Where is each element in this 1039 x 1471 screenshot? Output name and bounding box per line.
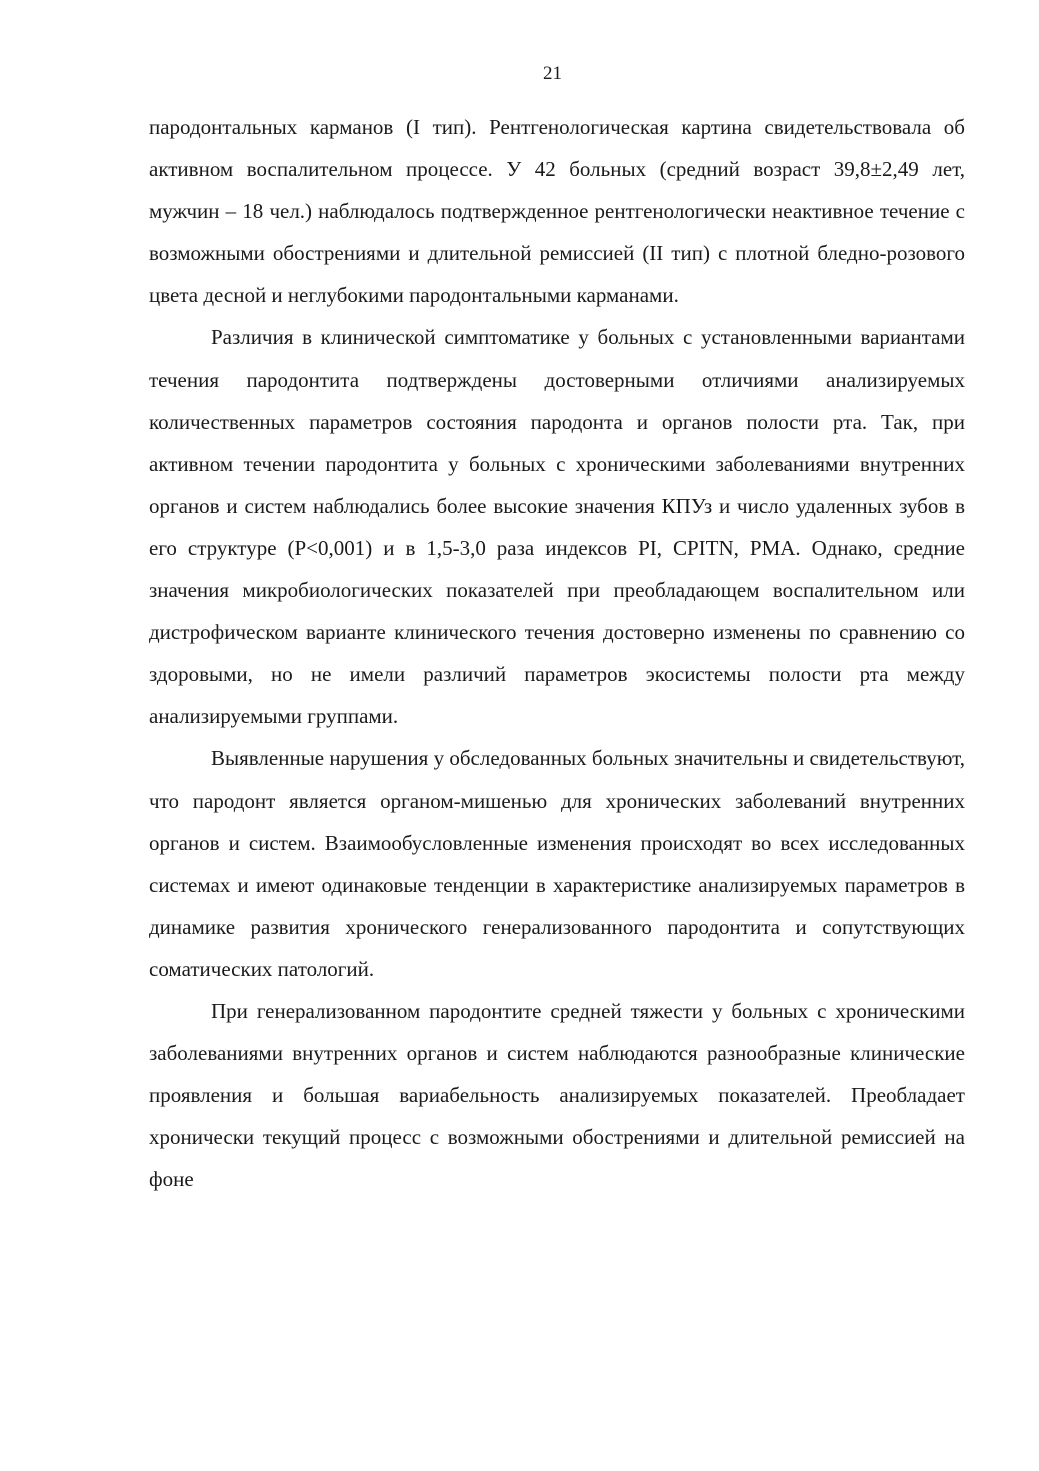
paragraph-clinical-differences: Различия в клинической симптоматике у больных с установленными вариантами течения пародонтита подтверждены достоверными отличиями анализируемых количественных параметров состояния пародонта и органов полости рта. Так, при активном течении пародонтита у больных с хроническими заболеваниями внутренних органов и систем наблюдались более высокие значения КПУз и число удаленных зубов в его структуре (P<0,001) и в 1,5-3,0 раза индексов PI, CPITN, PMA. Однако, средние значения микробиологических показателей при преобладающем воспалительном или дистрофическом варианте клинического течения достоверно изменены по сравнению со здоровыми, но не имели различий параметров экосистемы полости рта между анализируемыми группами.: [149, 325, 965, 729]
paragraph-generalized-periodontitis: При генерализованном пародонтите средней тяжести у больных с хроническими заболеваниями внутренних органов и систем наблюдаются разнообразные клинические проявления и большая вариабельность анализируемых показателей. Преобладает хронически текущий процесс с возможными обострениями и длительной ремиссией на фоне: [149, 998, 965, 1192]
paragraph-continuation: пародонтальных карманов (I тип). Рентгенологическая картина свидетельствовала об активном воспалительном процессе. У 42 больных (средний возраст 39,8±2,49 лет, мужчин – 18 чел.) наблюдалось подтвержденное рентгенологически неактивное течение с возможными обострениями и длительной ремиссией (II тип) с плотной бледно-розового цвета десной и неглубокими пародонтальными карманами.: [149, 115, 965, 308]
page-number: 21: [543, 63, 562, 84]
body-text: [149, 106, 965, 1200]
paragraph-identified-disorders: Выявленные нарушения у обследованных больных значительны и свидетельствуют, что пародонт является органом-мишенью для хронических заболеваний внутренних органов и систем. Взаимообусловленные изменения происходят во всех исследованных системах и имеют одинаковые тенденции в характеристике анализируемых параметров в динамике развития хронического генерализованного пародонтита и сопутствующих соматических патологий.: [149, 746, 965, 981]
